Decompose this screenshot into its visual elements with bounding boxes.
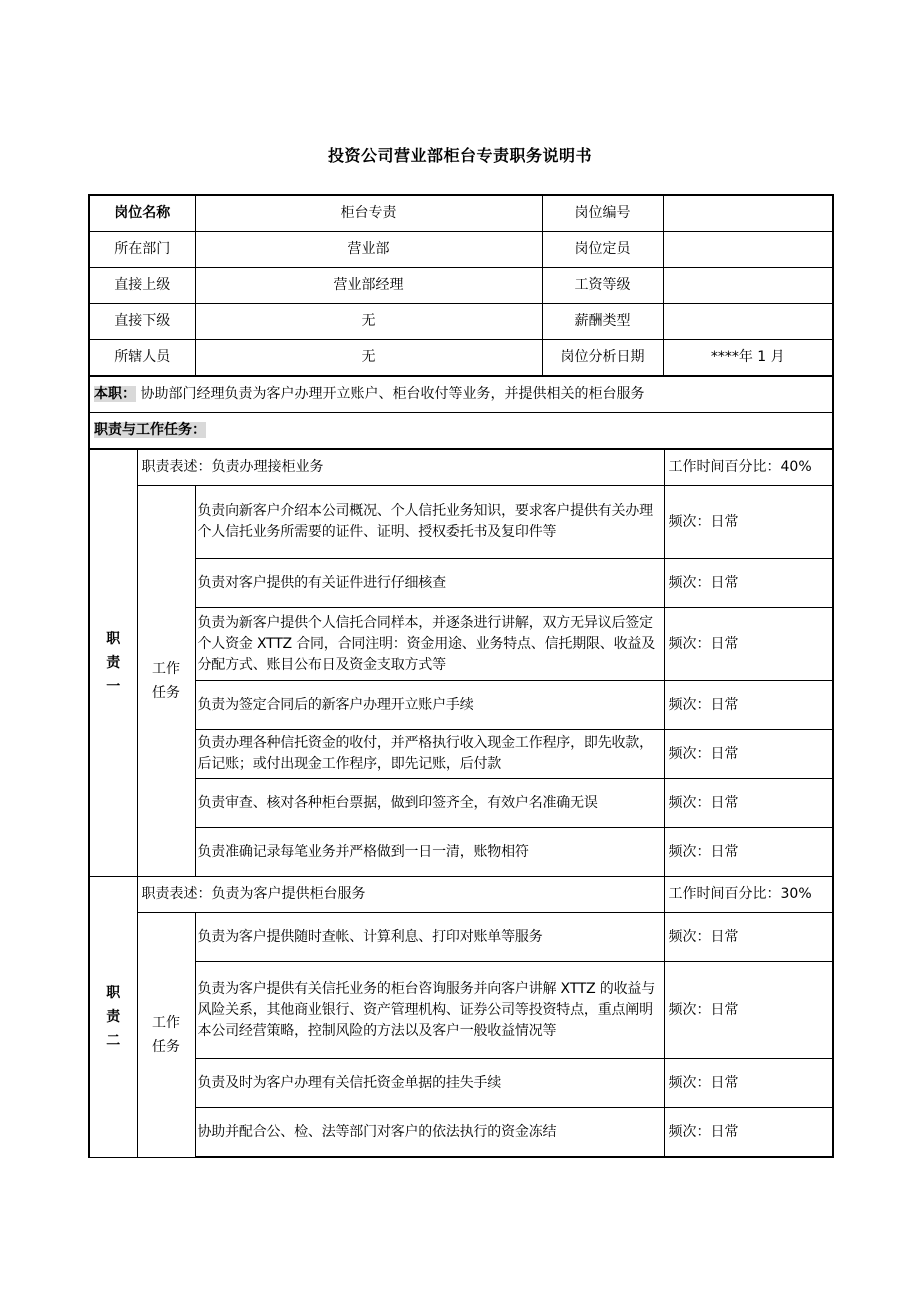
task-text: 负责办理各种信托资金的收付，并严格执行收入现金工作程序，即先收款，后记账；或付出现金工作程序，即先记账，后付款 — [195, 730, 664, 779]
field-label: 岗位分析日期 — [542, 340, 663, 377]
task-row — [89, 681, 833, 730]
task-frequency: 频次：日常 — [664, 828, 833, 877]
task-frequency: 频次：日常 — [664, 1059, 833, 1108]
page-title: 投资公司营业部柜台专责职务说明书 — [327, 146, 592, 165]
task-frequency: 频次：日常 — [664, 608, 833, 681]
field-label: 薪酬类型 — [542, 304, 663, 340]
task-row — [89, 608, 833, 681]
field-label: 所在部门 — [89, 232, 195, 268]
tasks-heading: 职责与工作任务： — [94, 422, 206, 438]
task-text: 负责为客户提供随时查帐、计算利息、打印对账单等服务 — [195, 913, 664, 962]
time-percentage: 工作时间百分比：40% — [664, 450, 833, 486]
task-row — [89, 1108, 833, 1158]
task-row — [89, 913, 833, 962]
task-text: 负责为客户提供有关信托业务的柜台咨询服务并向客户讲解 XTTZ 的收益与风险关系，其他商业银行、资产管理机构、证券公司等投资特点，重点阐明本公司经营策略，控制风险的方法以及客户一般收益情况等 — [195, 962, 664, 1059]
task-text: 负责对客户提供的有关证件进行仔细核查 — [195, 559, 664, 608]
field-value — [663, 304, 833, 340]
task-row — [89, 486, 833, 559]
duty-group-label: 职 责 一 — [89, 450, 137, 877]
field-label: 直接下级 — [89, 304, 195, 340]
field-value — [663, 268, 833, 304]
task-row — [89, 730, 833, 779]
field-label: 所辖人员 — [89, 340, 195, 377]
info-row — [89, 195, 833, 232]
task-frequency: 频次：日常 — [664, 681, 833, 730]
task-frequency: 频次：日常 — [664, 962, 833, 1059]
field-value: 无 — [195, 340, 542, 377]
core-duty-row — [89, 376, 833, 413]
field-value: 无 — [195, 304, 542, 340]
tasks-heading-row — [89, 413, 833, 449]
duty-description: 职责表述：负责为客户提供柜台服务 — [137, 877, 664, 913]
task-text: 负责向新客户介绍本公司概况、个人信托业务知识，要求客户提供有关办理个人信托业务所需要的证件、证明、授权委托书及复印件等 — [195, 486, 664, 559]
task-frequency: 频次：日常 — [664, 486, 833, 559]
task-row — [89, 1059, 833, 1108]
task-text: 负责为新客户提供个人信托合同样本，并逐条进行讲解，双方无异议后签定个人资金 XTTZ 合同，合同注明：资金用途、业务特点、信托期限、收益及分配方式、账目公布日及资金支取方式等 — [195, 608, 664, 681]
work-tasks-label: 工作 任务 — [137, 486, 195, 877]
task-text: 负责审查、核对各种柜台票据，做到印签齐全，有效户名准确无误 — [195, 779, 664, 828]
task-frequency: 频次：日常 — [664, 559, 833, 608]
field-label: 工资等级 — [542, 268, 663, 304]
responsibilities-table — [88, 449, 834, 1158]
task-frequency: 频次：日常 — [664, 1108, 833, 1158]
task-text: 负责及时为客户办理有关信托资金单据的挂失手续 — [195, 1059, 664, 1108]
field-value: 营业部 — [195, 232, 542, 268]
core-duty-text: 协助部门经理负责为客户办理开立账户、柜台收付等业务，并提供相关的柜台服务 — [140, 386, 645, 402]
duty-description-row — [89, 450, 833, 486]
duty-description: 职责表述：负责办理接柜业务 — [137, 450, 664, 486]
field-label: 岗位定员 — [542, 232, 663, 268]
duty-table — [88, 375, 834, 449]
duty-description-row — [89, 877, 833, 913]
field-value — [663, 232, 833, 268]
info-row — [89, 304, 833, 340]
field-value: 营业部经理 — [195, 268, 542, 304]
task-frequency: 频次：日常 — [664, 730, 833, 779]
task-row — [89, 828, 833, 877]
info-row — [89, 232, 833, 268]
time-percentage: 工作时间百分比：30% — [664, 877, 833, 913]
field-label: 直接上级 — [89, 268, 195, 304]
task-frequency: 频次：日常 — [664, 913, 833, 962]
info-row — [89, 268, 833, 304]
field-label: 岗位编号 — [542, 195, 663, 232]
task-row — [89, 779, 833, 828]
field-value — [663, 195, 833, 232]
task-text: 负责为签定合同后的新客户办理开立账户手续 — [195, 681, 664, 730]
task-text: 负责准确记录每笔业务并严格做到一日一清，账物相符 — [195, 828, 664, 877]
core-duty-label: 本职： — [94, 386, 136, 402]
field-value: ****年 1 月 — [663, 340, 833, 377]
task-row — [89, 962, 833, 1059]
field-label: 岗位名称 — [89, 195, 195, 232]
work-tasks-label: 工作 任务 — [137, 913, 195, 1158]
job-info-table — [88, 194, 834, 377]
field-value: 柜台专责 — [195, 195, 542, 232]
task-frequency: 频次：日常 — [664, 779, 833, 828]
task-row — [89, 559, 833, 608]
task-text: 协助并配合公、检、法等部门对客户的依法执行的资金冻结 — [195, 1108, 664, 1158]
info-row — [89, 340, 833, 377]
duty-group-label: 职 责 二 — [89, 877, 137, 1158]
